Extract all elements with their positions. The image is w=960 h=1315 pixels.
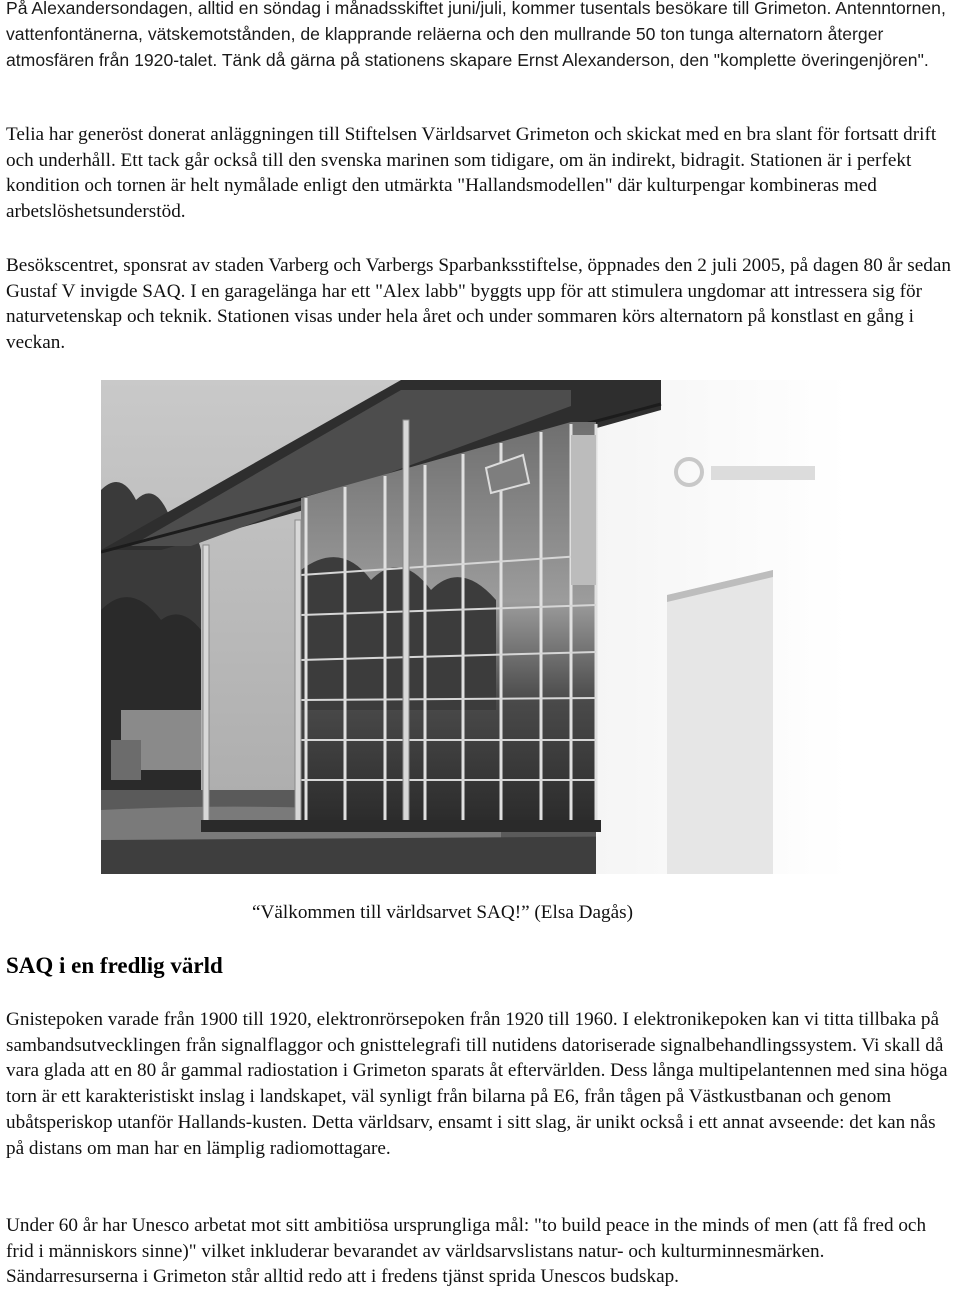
paragraph-gnistepoken: Gnistepoken varade från 1900 till 1920, elektronrörsepoken från 1920 till 1960. I elektronikepoken kan vi titta tillbaka på sambandsutvecklingen från signalflaggor och gnisttelegrafi till nutidens datoriserade signalbehandlingssystem. Vi skall då vara glada att en 80 år gammal radiostation i Grimeton sparats åt eftervärlden. Dess långa multipelantennen med sina höga torn är ett karakteristiskt inslag i landskapet, väl synligt från bilarna på E6, från tågen på Västkustbanan och genom ubåtsperiskop utanför Hallands-kusten. Detta världsarv, ensamt i sitt slag, är unikt också i ett annat avseende: det kan nås på distans om man har en lämplig radiomottagare. [6, 1009, 948, 1159]
paragraph-alexandersondagen: På Alexandersondagen, alltid en söndag i månadsskiftet juni/juli, kommer tusentals besökare till Grimeton. Antenntornen, vattenfontänerna, vätskemotstånden, de klapprande reläerna och den mullrande 50 ton tunga alternatorn återger atmosfären från 1920-talet. Tänk då gärna på stationens skapare Ernst Alexanderson, den "komplette överingenjören". [6, 0, 946, 70]
section-heading: SAQ i en fredlig värld [6, 953, 223, 978]
paragraph-telia: Telia har generöst donerat anläggningen till Stiftelsen Världsarvet Grimeton och skickat med en bra slant för fortsatt drift och underhåll. Ett tack går också till den svenska marinen som tidigare, om än indirekt, bidragit. Stationen är i perfekt kondition och tornen är helt nymålade enligt den utmärkta "Hallandsmodellen" där kulturpengar kombineras med arbetslöshetsunderstöd. [6, 124, 937, 223]
paragraph-unesco: Under 60 år har Unesco arbetat mot sitt ambitiösa ursprungliga mål: "to build peace in the minds of men (att få fred och frid i människors sinne)" vilket inkluderar bevarandet av världsarvslistans natur- och kulturminnesmärken. Sändarresurserna i Grimeton står alltid redo att i fredens tjänst sprida Unescos budskap. [6, 1215, 927, 1288]
paragraph-besokscentret: Besökscentret, sponsrat av staden Varberg och Varbergs Sparbanksstiftelse, öppnades den 2 juli 2005, på dagen 80 år sedan Gustaf V invigde SAQ. I en garagelänga har ett "Alex labb" byggts upp för att stimulera ungdomar att intressera sig för naturvetenskap och teknik. Stationen visas under hela året och under sommaren körs alternatorn på konstlast en gång i veckan. [6, 255, 951, 354]
photo-caption: “Välkommen till världsarvet SAQ!” (Elsa Dagås) [252, 902, 633, 923]
visitor-center-photo [101, 380, 848, 874]
